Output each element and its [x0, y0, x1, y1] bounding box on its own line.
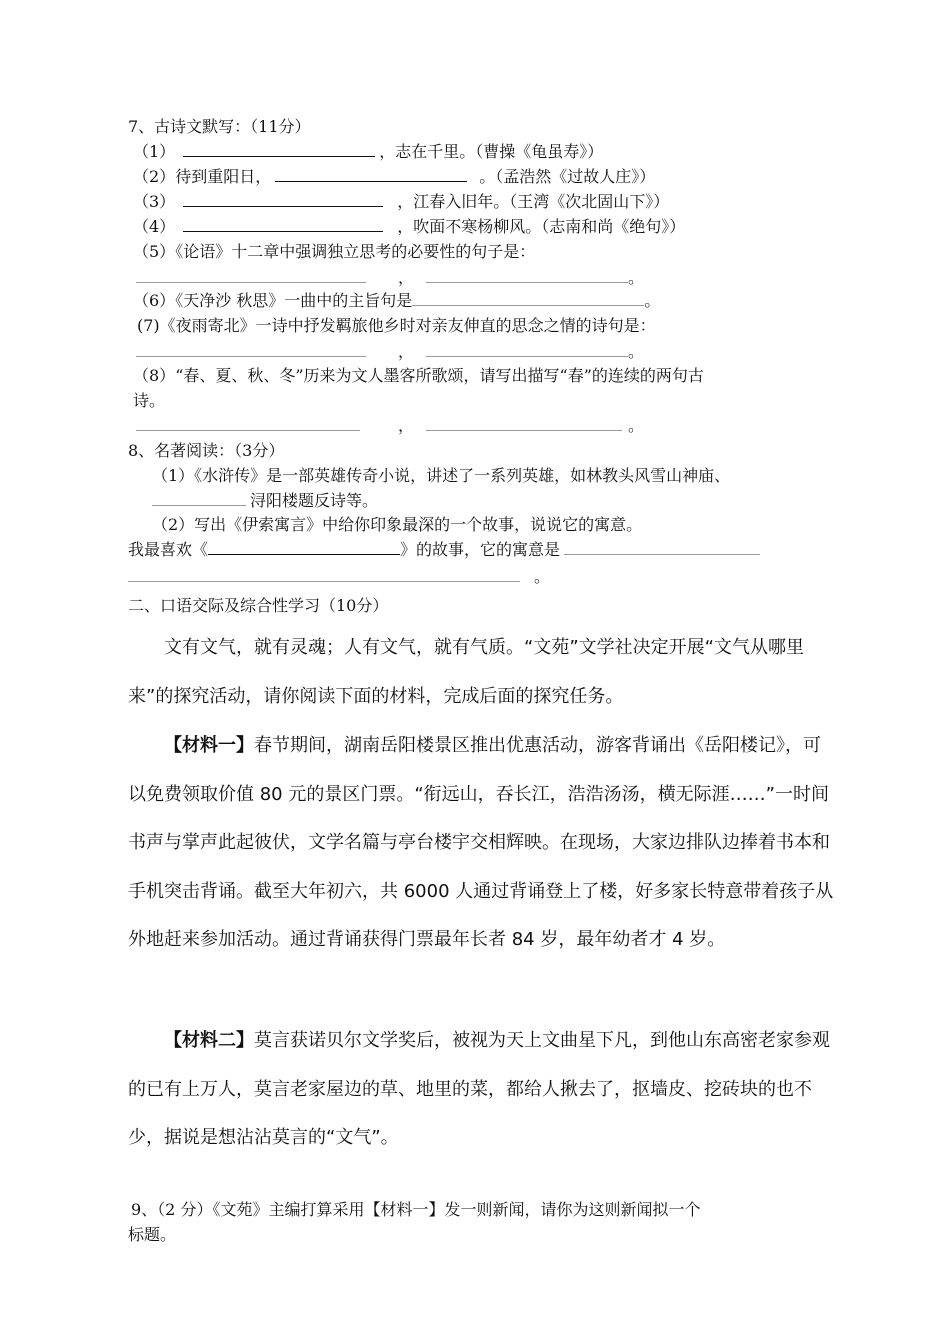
- item-text: 。（孟浩然《过故人庄》）: [479, 167, 656, 186]
- answer-blank-moral-cont[interactable]: [128, 565, 520, 582]
- comma: ，: [398, 416, 415, 435]
- item-number: （8）: [133, 366, 176, 385]
- material-1-label: 【材料一】: [164, 735, 254, 756]
- answer-blank-8b[interactable]: [426, 414, 622, 431]
- q7-item-2: [133, 164, 655, 187]
- q9-line2: 标题。: [128, 1225, 177, 1244]
- answer-blank-q8-1[interactable]: [152, 489, 246, 506]
- q8-p3-answer: [128, 564, 550, 587]
- material-2: [128, 1017, 838, 1163]
- q8-p3-b: 》的故事，它的寓意是: [400, 540, 561, 559]
- q7-item-3: [133, 189, 669, 212]
- q7-item-7-answer: [136, 339, 644, 362]
- item-prefix: 待到重阳日，: [175, 167, 272, 186]
- section2-title: 二、口语交际及综合性学习（10分）: [128, 596, 389, 615]
- answer-blank-story[interactable]: [208, 538, 400, 555]
- item-text: 《天净沙 秋思》一曲中的主旨句是: [175, 291, 413, 310]
- answer-blank-4[interactable]: [183, 215, 383, 232]
- period: 。: [628, 416, 645, 435]
- item-text: 《论语》十二章中强调独立思考的必要性的句子是：: [175, 242, 536, 261]
- item-number: (7): [137, 316, 160, 335]
- item-number: （3）: [133, 192, 176, 211]
- item-number: （2）: [133, 167, 176, 186]
- period: 。: [628, 342, 645, 361]
- q8-p3: [128, 537, 760, 560]
- item-number: （5）: [133, 242, 176, 261]
- item-number: （1）: [133, 142, 176, 161]
- q9-line1: 9、（2 分）《文苑》主编打算采用【材料一】发一则新闻，请你为这则新闻拟一个: [131, 1200, 701, 1219]
- answer-blank-1[interactable]: [183, 140, 375, 157]
- q7-item-7: [137, 313, 656, 336]
- answer-blank-2[interactable]: [275, 165, 467, 182]
- q7-item-8-cont: 诗。: [133, 391, 166, 410]
- answer-blank-5b[interactable]: [426, 266, 628, 283]
- q7-item-8-answer: [136, 413, 644, 436]
- q7-item-4: [133, 214, 685, 237]
- comma: ，: [398, 342, 415, 361]
- answer-blank-6[interactable]: [412, 289, 644, 306]
- q8-header: 8、名著阅读：（3分）: [128, 441, 285, 460]
- q7-header: 7、古诗文默写：（11分）: [128, 117, 311, 136]
- period: 。: [534, 567, 551, 586]
- item-text: ，志在千里。（曹操《龟虽寿》）: [379, 142, 604, 161]
- answer-blank-8a[interactable]: [136, 414, 360, 431]
- answer-blank-5a[interactable]: [136, 266, 366, 283]
- section2-intro: 文有文气，就有灵魂；人有文气，就有气质。“文苑”文学社决定开展“文气从哪里来”的探究活动，请你阅读下面的材料，完成后面的探究任务。: [128, 637, 804, 707]
- material-2-label: 【材料二】: [164, 1030, 254, 1051]
- item-text: ，江春入旧年。（王湾《次北固山下》）: [397, 192, 670, 211]
- material-1: [128, 722, 838, 965]
- q7-item-5-answer: [136, 265, 644, 288]
- item-number: （4）: [133, 217, 176, 236]
- q8-p1-line2: [152, 488, 378, 511]
- q8-p1-text: 浔阳楼题反诗等。: [250, 491, 379, 510]
- answer-blank-moral[interactable]: [564, 538, 760, 555]
- q8-p1-line1: （1）《水浒传》是一部英雄传奇小说，讲述了一系列英雄，如林教头风雪山神庙、: [152, 466, 731, 485]
- q7-item-6: [133, 288, 660, 311]
- q8-p3-a: 我最喜欢《: [128, 540, 209, 559]
- q7-item-1: [133, 139, 603, 162]
- answer-blank-7b[interactable]: [426, 340, 628, 357]
- answer-blank-7a[interactable]: [136, 340, 366, 357]
- answer-blank-3[interactable]: [183, 190, 383, 207]
- period: 。: [628, 268, 645, 287]
- item-text: ，吹面不寒杨柳风。（志南和尚《绝句》）: [397, 217, 686, 236]
- q7-item-5: [133, 239, 535, 262]
- item-number: （6）: [133, 291, 176, 310]
- material-1-text: 春节期间，湖南岳阳楼景区推出优惠活动，游客背诵出《岳阳楼记》，可以免费领取价值 80 元的景区门票。“衔远山，吞长江，浩浩汤汤，横无际涯……”一时间书声与掌声此起彼伏，文学名篇与亭台楼宇交相辉映。在现场，大家边排队边捧着书本和手机突击背诵。截至大年初六，共 6000 人通过背诵登上了楼，好多家长特意带着孩子从外地赶来参加活动。通过背诵获得门票最年长者 84 岁，最年幼者才 4 岁。: [128, 735, 834, 950]
- comma: ，: [398, 268, 415, 287]
- q8-p2: （2）写出《伊索寓言》中给你印象最深的一个故事，说说它的寓意。: [152, 515, 643, 534]
- item-text: “春、夏、秋、冬”历来为文人墨客所歌颂，请写出描写“春”的连续的两句古: [175, 366, 704, 385]
- q7-item-8: [133, 363, 704, 386]
- item-text: 《夜雨寄北》一诗中抒发羁旅他乡时对亲友伸直的思念之情的诗句是：: [159, 316, 656, 335]
- material-2-text: 莫言获诺贝尔文学奖后，被视为天上文曲星下凡，到他山东高密老家参观的已有上万人，莫言老家屋边的草、地里的菜，都给人揪去了，抠墙皮、挖砖块的也不少，据说是想沾沾莫言的“文气”。: [128, 1030, 830, 1148]
- period: 。: [644, 291, 661, 310]
